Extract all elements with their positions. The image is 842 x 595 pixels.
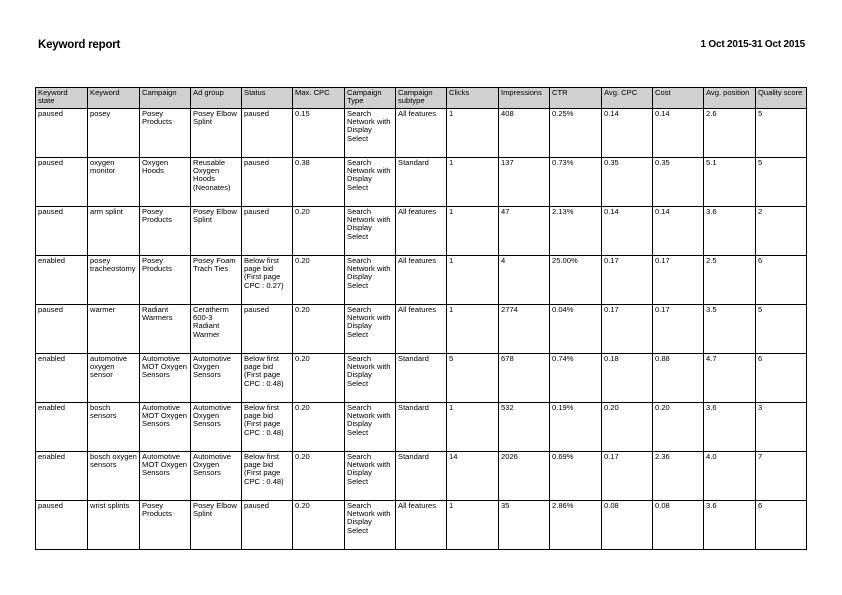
cell-status: Below first page bid (First page CPC : 0.48) (242, 403, 293, 452)
table-row (36, 109, 807, 158)
cell-campaign: Automotive MOT Oxygen Sensors (140, 403, 191, 452)
cell-avg-position: 2.5 (704, 256, 756, 305)
cell-cost: 0.17 (653, 256, 704, 305)
header-avg-cpc: Avg. CPC (602, 88, 653, 109)
header-keyword: Keyword (88, 88, 140, 109)
cell-status: Below first page bid (First page CPC : 0.48) (242, 452, 293, 501)
table-header-row (36, 88, 807, 109)
report-date-range: 1 Oct 2015-31 Oct 2015 (700, 39, 805, 50)
cell-avg-position: 3.6 (704, 501, 756, 550)
cell-clicks: 1 (447, 256, 499, 305)
cell-keyword: oxygen monitor (88, 158, 140, 207)
cell-keyword: bosch oxygen sensors (88, 452, 140, 501)
table-row (36, 207, 807, 256)
cell-quality-score: 5 (756, 158, 807, 207)
cell-quality-score: 5 (756, 109, 807, 158)
cell-campaign-subtype: All features (396, 501, 447, 550)
cell-campaign-type: Search Network with Display Select (345, 256, 396, 305)
cell-quality-score: 6 (756, 354, 807, 403)
cell-campaign: Radiant Warmers (140, 305, 191, 354)
table-row (36, 158, 807, 207)
cell-campaign-subtype: Standard (396, 403, 447, 452)
cell-impressions: 532 (499, 403, 550, 452)
cell-impressions: 47 (499, 207, 550, 256)
keyword-report-table (35, 87, 807, 550)
cell-keyword-state: paused (36, 158, 88, 207)
cell-quality-score: 7 (756, 452, 807, 501)
cell-avg-position: 3.6 (704, 403, 756, 452)
cell-avg-position: 4.7 (704, 354, 756, 403)
cell-campaign-subtype: All features (396, 305, 447, 354)
cell-status: paused (242, 501, 293, 550)
cell-ctr: 0.74% (550, 354, 602, 403)
cell-cost: 0.17 (653, 305, 704, 354)
cell-impressions: 408 (499, 109, 550, 158)
cell-cost: 0.20 (653, 403, 704, 452)
cell-quality-score: 6 (756, 256, 807, 305)
cell-avg-cpc: 0.18 (602, 354, 653, 403)
cell-ad-group: Posey Foam Trach Ties (191, 256, 242, 305)
cell-ctr: 0.25% (550, 109, 602, 158)
cell-keyword: warmer (88, 305, 140, 354)
header-campaign-subtype: Campaign subtype (396, 88, 447, 109)
cell-clicks: 1 (447, 403, 499, 452)
cell-status: paused (242, 207, 293, 256)
cell-impressions: 2026 (499, 452, 550, 501)
cell-cost: 0.14 (653, 109, 704, 158)
cell-impressions: 678 (499, 354, 550, 403)
cell-ad-group: Automotive Oxygen Sensors (191, 354, 242, 403)
table-row (36, 305, 807, 354)
cell-quality-score: 3 (756, 403, 807, 452)
header-impressions: Impressions (499, 88, 550, 109)
cell-campaign: Posey Products (140, 207, 191, 256)
cell-avg-position: 3.5 (704, 305, 756, 354)
cell-ctr: 0.04% (550, 305, 602, 354)
header-ad-group: Ad group (191, 88, 242, 109)
cell-clicks: 1 (447, 207, 499, 256)
cell-keyword: automotive oxygen sensor (88, 354, 140, 403)
cell-campaign: Automotive MOT Oxygen Sensors (140, 452, 191, 501)
cell-cost: 0.08 (653, 501, 704, 550)
report-title: Keyword report (38, 39, 121, 51)
cell-ctr: 25.00% (550, 256, 602, 305)
header-campaign: Campaign (140, 88, 191, 109)
cell-keyword-state: enabled (36, 256, 88, 305)
cell-campaign-subtype: All features (396, 109, 447, 158)
cell-campaign-subtype: Standard (396, 158, 447, 207)
header-ctr: CTR (550, 88, 602, 109)
cell-avg-cpc: 0.20 (602, 403, 653, 452)
cell-keyword-state: enabled (36, 452, 88, 501)
cell-impressions: 137 (499, 158, 550, 207)
cell-campaign-type: Search Network with Display Select (345, 207, 396, 256)
cell-ctr: 0.19% (550, 403, 602, 452)
table-row (36, 501, 807, 550)
cell-max-cpc: 0.20 (293, 403, 345, 452)
cell-max-cpc: 0.20 (293, 305, 345, 354)
cell-status: paused (242, 305, 293, 354)
cell-ad-group: Automotive Oxygen Sensors (191, 452, 242, 501)
cell-ad-group: Posey Elbow Splint (191, 501, 242, 550)
cell-cost: 0.14 (653, 207, 704, 256)
cell-clicks: 14 (447, 452, 499, 501)
cell-clicks: 1 (447, 109, 499, 158)
cell-keyword-state: paused (36, 305, 88, 354)
cell-keyword-state: paused (36, 207, 88, 256)
cell-clicks: 1 (447, 305, 499, 354)
cell-keyword: wrist splints (88, 501, 140, 550)
cell-avg-cpc: 0.08 (602, 501, 653, 550)
cell-avg-position: 4.0 (704, 452, 756, 501)
cell-max-cpc: 0.20 (293, 501, 345, 550)
header-avg-position: Avg. position (704, 88, 756, 109)
cell-keyword: posey (88, 109, 140, 158)
cell-cost: 2.36 (653, 452, 704, 501)
cell-impressions: 35 (499, 501, 550, 550)
cell-campaign-type: Search Network with Display Select (345, 403, 396, 452)
cell-cost: 0.35 (653, 158, 704, 207)
header-clicks: Clicks (447, 88, 499, 109)
cell-keyword-state: paused (36, 109, 88, 158)
cell-ad-group: Posey Elbow Splint (191, 109, 242, 158)
cell-keyword-state: enabled (36, 354, 88, 403)
cell-status: paused (242, 109, 293, 158)
cell-cost: 0.88 (653, 354, 704, 403)
cell-ad-group: Reusable Oxygen Hoods (Neonates) (191, 158, 242, 207)
header-cost: Cost (653, 88, 704, 109)
cell-status: paused (242, 158, 293, 207)
cell-ctr: 2.13% (550, 207, 602, 256)
cell-campaign: Posey Products (140, 109, 191, 158)
cell-avg-cpc: 0.35 (602, 158, 653, 207)
cell-campaign-subtype: All features (396, 207, 447, 256)
cell-ctr: 0.73% (550, 158, 602, 207)
cell-quality-score: 5 (756, 305, 807, 354)
cell-quality-score: 6 (756, 501, 807, 550)
cell-ctr: 0.69% (550, 452, 602, 501)
header-quality-score: Quality score (756, 88, 807, 109)
cell-avg-cpc: 0.17 (602, 452, 653, 501)
cell-campaign-type: Search Network with Display Select (345, 354, 396, 403)
cell-keyword: arm splint (88, 207, 140, 256)
cell-campaign: Oxygen Hoods (140, 158, 191, 207)
cell-clicks: 1 (447, 501, 499, 550)
cell-impressions: 4 (499, 256, 550, 305)
cell-campaign-type: Search Network with Display Select (345, 158, 396, 207)
table-row (36, 452, 807, 501)
cell-max-cpc: 0.15 (293, 109, 345, 158)
header-campaign-type: Campaign Type (345, 88, 396, 109)
table-row (36, 256, 807, 305)
cell-avg-cpc: 0.14 (602, 207, 653, 256)
header-keyword-state: Keyword state (36, 88, 88, 109)
cell-campaign: Automotive MOT Oxygen Sensors (140, 354, 191, 403)
cell-campaign: Posey Products (140, 256, 191, 305)
cell-clicks: 5 (447, 354, 499, 403)
cell-quality-score: 2 (756, 207, 807, 256)
cell-status: Below first page bid (First page CPC : 0.48) (242, 354, 293, 403)
cell-campaign-subtype: All features (396, 256, 447, 305)
cell-max-cpc: 0.38 (293, 158, 345, 207)
cell-campaign-type: Search Network with Display Select (345, 109, 396, 158)
cell-impressions: 2774 (499, 305, 550, 354)
cell-avg-cpc: 0.17 (602, 256, 653, 305)
cell-campaign-type: Search Network with Display Select (345, 305, 396, 354)
table-row (36, 354, 807, 403)
cell-campaign-subtype: Standard (396, 354, 447, 403)
cell-campaign-subtype: Standard (396, 452, 447, 501)
cell-max-cpc: 0.20 (293, 256, 345, 305)
header-status: Status (242, 88, 293, 109)
cell-avg-position: 3.6 (704, 207, 756, 256)
cell-max-cpc: 0.20 (293, 207, 345, 256)
cell-keyword-state: enabled (36, 403, 88, 452)
cell-campaign: Posey Products (140, 501, 191, 550)
cell-avg-cpc: 0.17 (602, 305, 653, 354)
header-max-cpc: Max. CPC (293, 88, 345, 109)
cell-avg-position: 5.1 (704, 158, 756, 207)
cell-avg-position: 2.6 (704, 109, 756, 158)
cell-campaign-type: Search Network with Display Select (345, 452, 396, 501)
cell-keyword: bosch sensors (88, 403, 140, 452)
cell-keyword-state: paused (36, 501, 88, 550)
table-row (36, 403, 807, 452)
cell-ad-group: Automotive Oxygen Sensors (191, 403, 242, 452)
cell-max-cpc: 0.20 (293, 354, 345, 403)
cell-status: Below first page bid (First page CPC : 0.27) (242, 256, 293, 305)
cell-max-cpc: 0.20 (293, 452, 345, 501)
cell-ctr: 2.86% (550, 501, 602, 550)
cell-ad-group: Posey Elbow Splint (191, 207, 242, 256)
cell-avg-cpc: 0.14 (602, 109, 653, 158)
cell-keyword: posey tracheostomy (88, 256, 140, 305)
cell-ad-group: Ceratherm 600-3 Radiant Warmer (191, 305, 242, 354)
cell-campaign-type: Search Network with Display Select (345, 501, 396, 550)
cell-clicks: 1 (447, 158, 499, 207)
